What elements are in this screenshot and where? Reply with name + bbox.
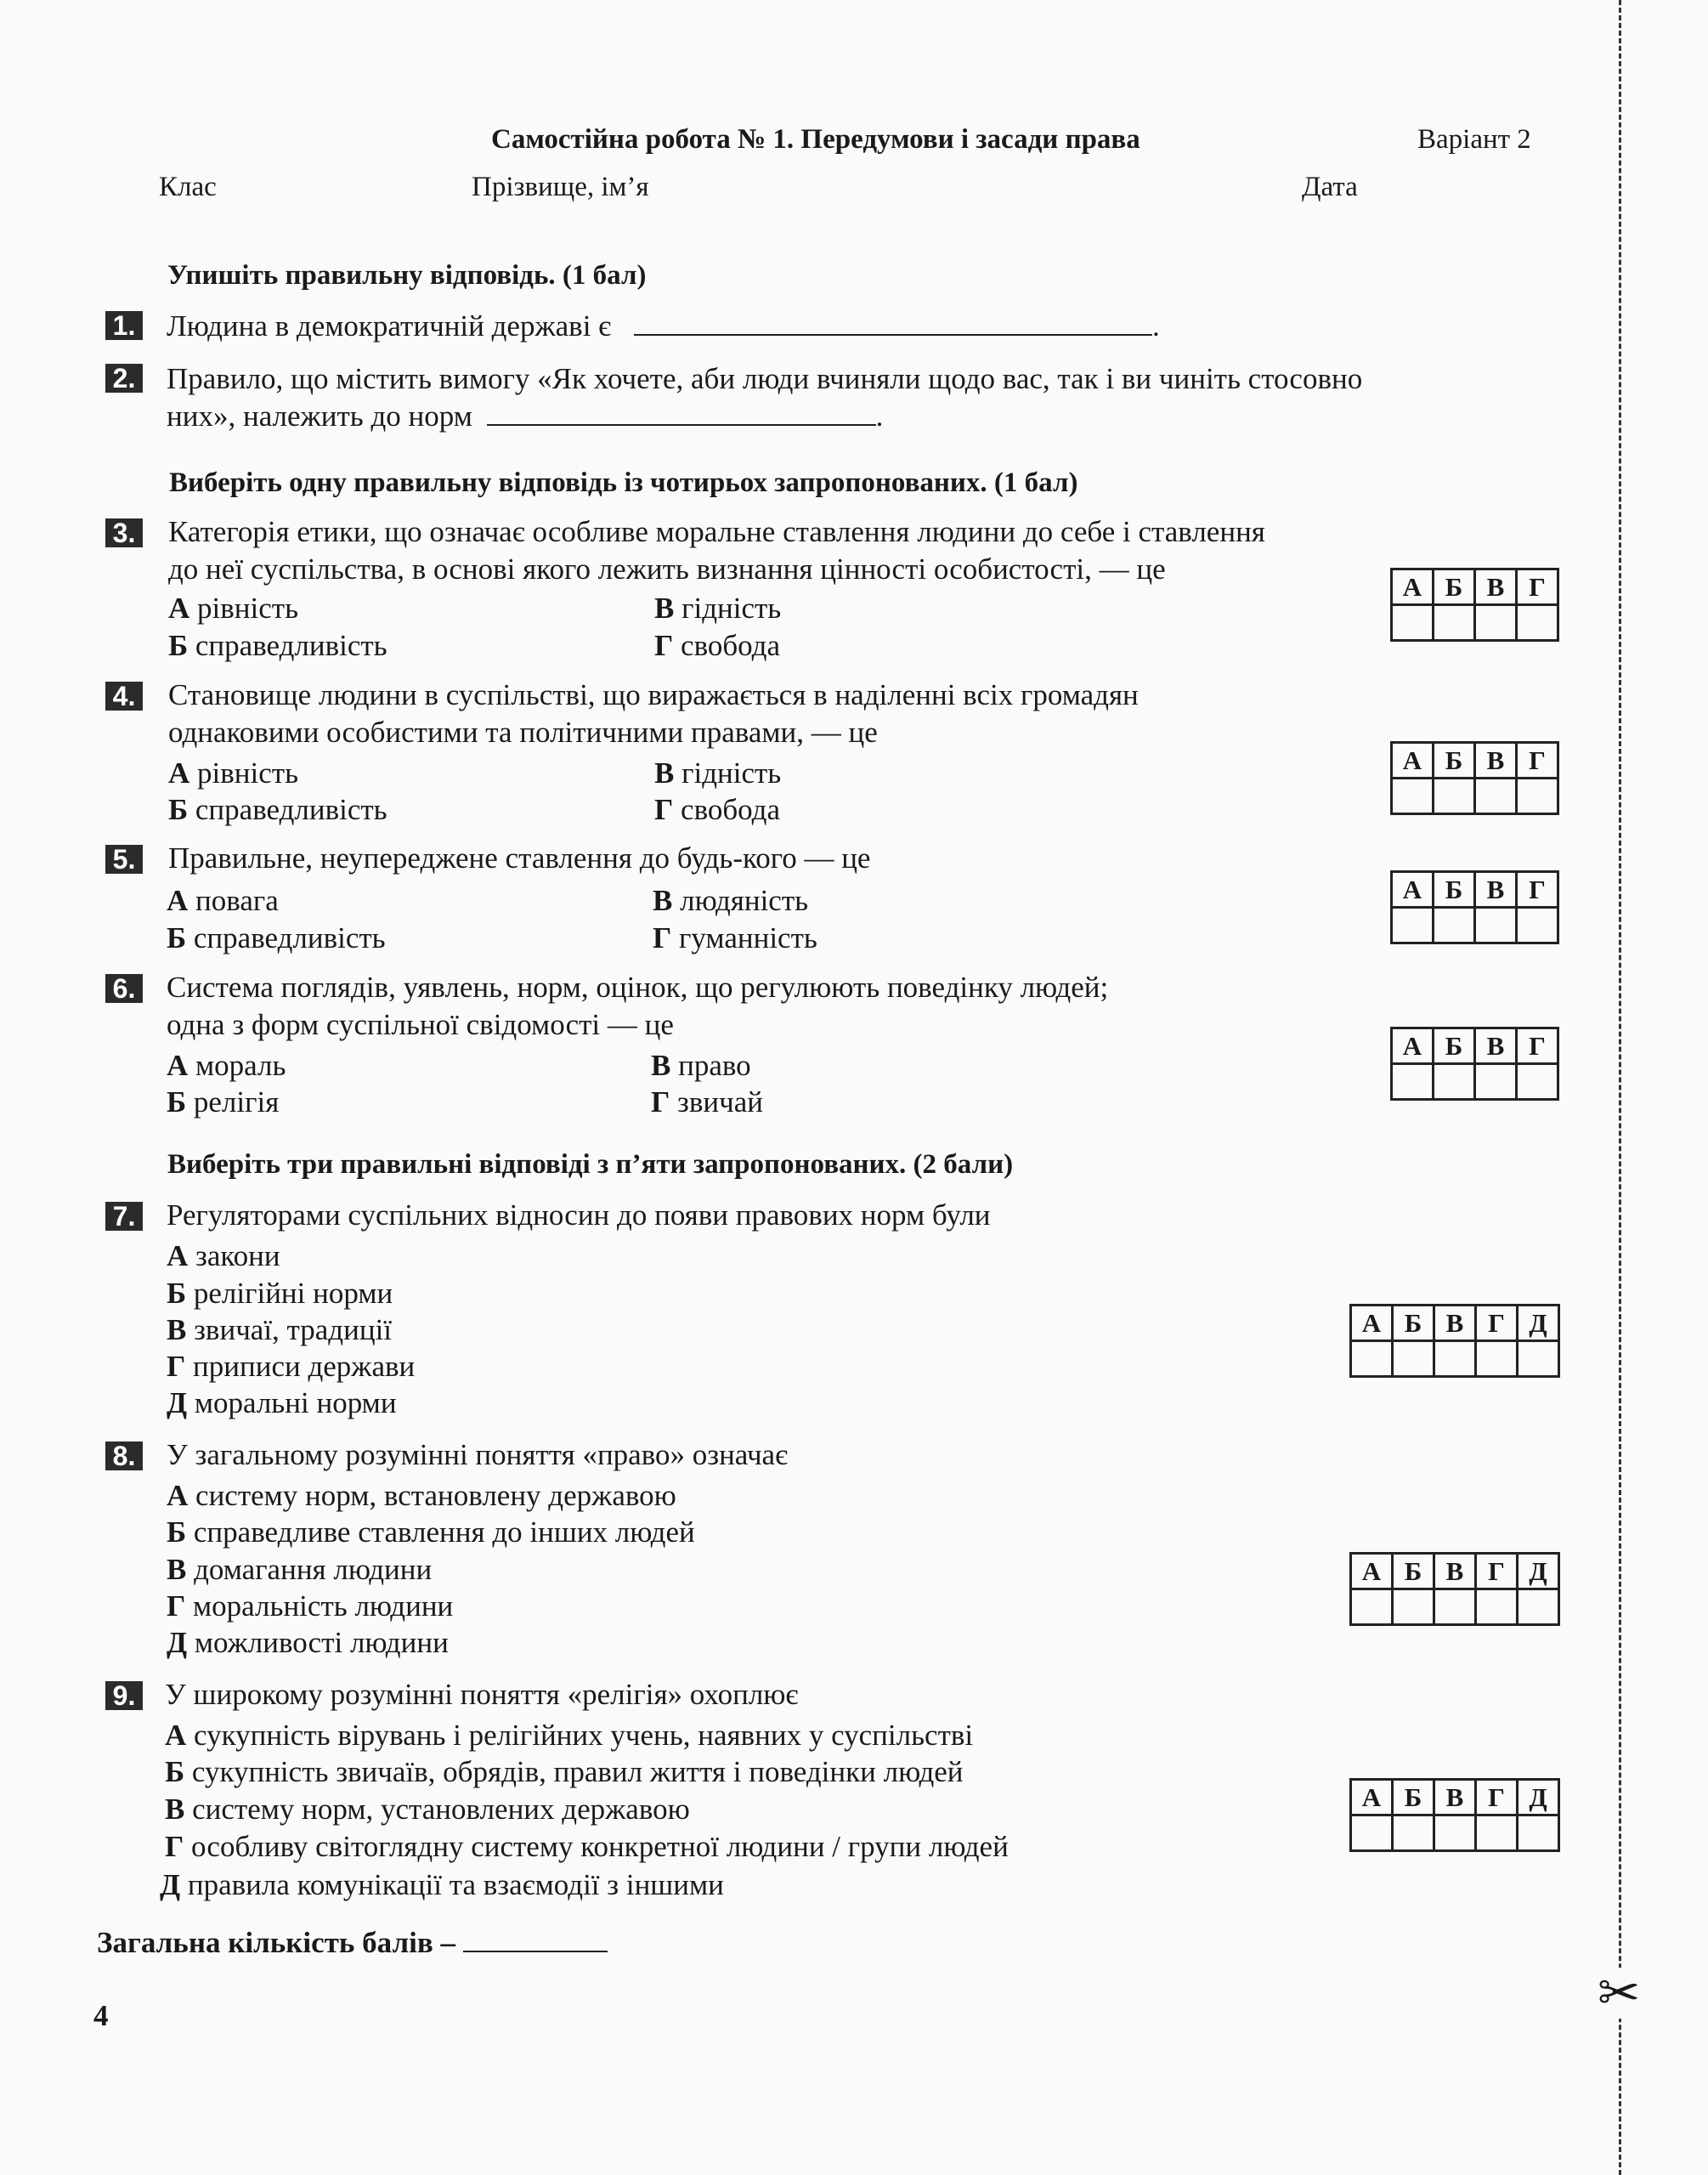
question-1-answer-blank[interactable] [634,309,1152,336]
question-4-answer-grid [1390,741,1559,815]
question-4-option-b[interactable]: Б справедливість [168,793,387,826]
question-4-option-a[interactable]: А рівність [168,756,299,790]
scissors-icon: ✂ [1598,1965,1641,2021]
question-9-answer-grid [1349,1778,1560,1852]
answer-cell[interactable] [1476,1589,1518,1625]
question-8-option-b[interactable]: Б справедливе ставлення до інших людей [167,1515,695,1549]
answer-cell[interactable] [1517,605,1558,641]
grid-header-d: Г [1476,1554,1518,1589]
question-1-text: Людина в демократичній державі є [167,309,612,343]
grid-header-a: А [1392,1028,1434,1064]
date-label: Дата [1302,172,1358,202]
answer-cell[interactable] [1434,1064,1475,1100]
question-9-option-e[interactable]: Д правила комунікації та взаємодії з іншими [160,1868,724,1901]
answer-cell[interactable] [1518,1341,1559,1377]
question-4-line-1: Становище людини в суспільстві, що виражається в наділенні всіх громадян [168,678,1139,711]
answer-cell[interactable] [1434,779,1475,814]
question-9-option-d[interactable]: Г особливу світоглядну систему конкретної людини / групи людей [165,1830,1009,1863]
question-number-9: 9. [105,1681,143,1710]
question-6-option-b[interactable]: Б релігія [167,1085,280,1119]
grid-header-c: В [1475,569,1517,605]
question-1-end: . [1151,309,1160,343]
grid-header-d: Г [1517,569,1558,605]
answer-cell[interactable] [1517,1064,1558,1100]
answer-cell[interactable] [1434,1589,1476,1625]
answer-cell[interactable] [1351,1341,1393,1377]
question-number-7: 7. [105,1202,143,1231]
page-title: Самостійна робота № 1. Передумови і засади права [491,124,1140,155]
question-5-option-a[interactable]: А повага [167,884,279,917]
question-2-end: . [875,399,884,433]
question-5-line-1: Правильне, неупереджене ставлення до будь-кого — це [168,841,871,875]
question-3-line-1: Категорія етики, що означає особливе моральне ставлення людини до себе і ставлення [168,515,1265,548]
question-1 [167,308,1160,345]
question-3-line-2: до неї суспільства, в основі якого лежить визнання цінності особистості, — це [168,552,1166,586]
question-8-line-1: У загальному розумінні поняття «право» означає [167,1438,789,1471]
question-2-line-1: Правило, що містить вимогу «Як хочете, аби люди вчиняли щодо вас, так і ви чиніть стосовно [167,362,1363,395]
question-number-5: 5. [105,845,143,874]
grid-header-d: Г [1476,1306,1518,1341]
question-7-option-a[interactable]: А закони [167,1239,280,1272]
answer-cell[interactable] [1517,908,1558,943]
answer-cell[interactable] [1393,1341,1434,1377]
total-score [97,1924,608,1962]
answer-cell[interactable] [1392,908,1434,943]
question-7-line-1: Регуляторами суспільних відносин до появи правових норм були [167,1198,991,1232]
section-1-instruction: Упишіть правильну відповідь. (1 бал) [167,260,647,291]
total-score-label: Загальна кількість балів – [97,1926,455,1959]
question-3-option-a[interactable]: А рівність [168,592,299,625]
answer-cell[interactable] [1392,1064,1434,1100]
name-label: Прізвище, ім’я [472,172,649,202]
grid-header-e: Д [1518,1780,1559,1815]
answer-cell[interactable] [1475,605,1517,641]
grid-header-a: А [1392,743,1434,779]
question-2-text: них», належить до норм [167,399,472,433]
question-9-option-c[interactable]: В систему норм, установлених державою [165,1793,690,1826]
grid-header-b: Б [1434,743,1475,779]
answer-cell[interactable] [1393,1589,1434,1625]
question-2-answer-blank[interactable] [487,399,876,426]
question-6-option-c[interactable]: В право [651,1049,751,1082]
grid-header-b: Б [1434,569,1475,605]
answer-cell[interactable] [1393,1815,1434,1851]
grid-header-e: Д [1518,1554,1559,1589]
question-9-option-b[interactable]: Б сукупність звичаїв, обрядів, правил життя і поведінки людей [165,1755,964,1788]
grid-header-c: В [1475,872,1517,908]
grid-header-c: В [1434,1306,1476,1341]
question-3-option-d[interactable]: Г свобода [654,629,780,662]
answer-cell[interactable] [1434,605,1475,641]
answer-cell[interactable] [1518,1589,1559,1625]
question-3-option-b[interactable]: Б справедливість [168,629,387,662]
question-5-answer-grid [1390,870,1559,944]
question-4-option-d[interactable]: Г свобода [654,793,780,826]
question-7-option-c[interactable]: В звичаї, традиції [167,1313,393,1346]
question-8-option-e[interactable]: Д можливості людини [167,1626,449,1659]
question-6-option-d[interactable]: Г звичай [651,1085,763,1119]
section-3-instruction: Виберіть три правильні відповіді з п’яти запропонованих. (2 бали) [167,1149,1014,1180]
question-5-option-c[interactable]: В людяність [653,884,809,917]
answer-cell[interactable] [1392,779,1434,814]
grid-header-a: А [1351,1554,1393,1589]
grid-header-e: Д [1518,1306,1559,1341]
question-8-option-c[interactable]: В домагання людини [167,1553,433,1586]
question-6-line-2: одна з форм суспільної свідомості — це [167,1008,674,1041]
question-6-option-a[interactable]: А мораль [167,1049,286,1082]
variant-label: Варіант 2 [1417,124,1531,155]
grid-header-d: Г [1517,1028,1558,1064]
answer-cell[interactable] [1475,908,1517,943]
grid-header-c: В [1475,743,1517,779]
grid-header-a: А [1392,569,1434,605]
page-number: 4 [93,1999,109,2032]
grid-header-d: Г [1476,1780,1518,1815]
grid-header-b: Б [1393,1554,1434,1589]
question-4-option-c[interactable]: В гідність [654,756,782,790]
grid-header-a: А [1392,872,1434,908]
question-8-option-a[interactable]: А систему норм, встановлену державою [167,1479,676,1512]
grid-header-b: Б [1434,872,1475,908]
question-3-answer-grid [1390,568,1559,642]
class-label: Клас [159,172,217,202]
question-number-8: 8. [105,1442,143,1470]
grid-header-c: В [1434,1780,1476,1815]
answer-cell[interactable] [1476,1341,1518,1377]
grid-header-d: Г [1517,872,1558,908]
answer-cell[interactable] [1518,1815,1559,1851]
answer-cell[interactable] [1475,779,1517,814]
question-7-answer-grid [1349,1304,1560,1378]
question-7-option-e[interactable]: Д моральні норми [167,1386,397,1419]
question-number-3: 3. [105,518,143,547]
grid-header-a: А [1351,1306,1393,1341]
answer-cell[interactable] [1351,1815,1393,1851]
question-number-1: 1. [105,311,143,340]
question-number-6: 6. [105,974,143,1003]
grid-header-a: А [1351,1780,1393,1815]
answer-cell[interactable] [1392,605,1434,641]
question-number-4: 4. [105,682,143,711]
cut-line [1619,0,1621,2175]
answer-cell[interactable] [1517,779,1558,814]
question-8-answer-grid [1349,1552,1560,1626]
question-number-2: 2. [105,364,143,393]
question-5-option-d[interactable]: Г гуманність [653,921,817,954]
question-5-option-b[interactable]: Б справедливість [167,921,386,954]
question-6-answer-grid [1390,1027,1559,1101]
grid-header-b: Б [1393,1306,1434,1341]
question-4-line-2: однаковими особистими та політичними правами, — це [168,716,878,749]
grid-header-c: В [1475,1028,1517,1064]
grid-header-d: Г [1517,743,1558,779]
question-3-option-c[interactable]: В гідність [654,592,782,625]
grid-header-c: В [1434,1554,1476,1589]
grid-header-b: Б [1393,1780,1434,1815]
answer-cell[interactable] [1351,1589,1393,1625]
grid-header-b: Б [1434,1028,1475,1064]
question-9-line-1: У широкому розумінні поняття «релігія» охоплює [165,1678,799,1711]
answer-cell[interactable] [1434,1341,1476,1377]
answer-cell[interactable] [1476,1815,1518,1851]
question-8-option-d[interactable]: Г моральність людини [167,1589,454,1623]
section-2-instruction: Виберіть одну правильну відповідь із чотирьох запропонованих. (1 бал) [169,467,1078,498]
question-2-line-2 [167,398,883,435]
question-7-option-d[interactable]: Г приписи держави [167,1350,416,1383]
answer-cell[interactable] [1434,908,1475,943]
question-9-option-a[interactable]: А сукупність вірувань і релігійних учень, наявних у суспільстві [165,1719,974,1752]
answer-cell[interactable] [1475,1064,1517,1100]
total-score-blank[interactable] [463,1925,608,1952]
answer-cell[interactable] [1434,1815,1476,1851]
question-6-line-1: Система поглядів, уявлень, норм, оцінок, що регулюють поведінку людей; [167,971,1109,1004]
question-7-option-b[interactable]: Б релігійні норми [167,1277,393,1310]
